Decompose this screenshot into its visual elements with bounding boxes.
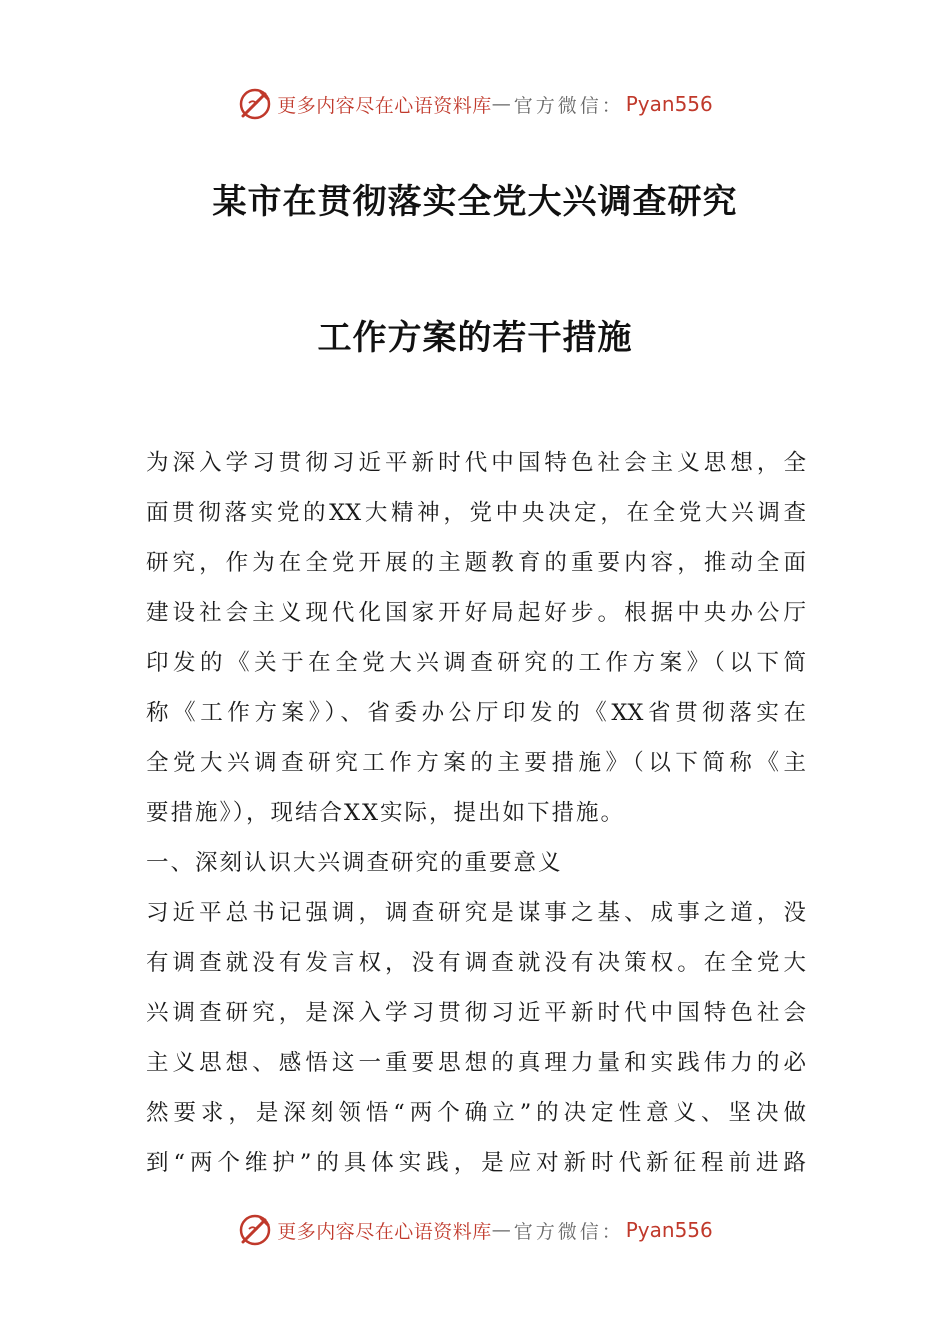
- body-line: 全党大兴调查研究工作方案的主要措施》（以下简称《主: [146, 750, 806, 776]
- banner-dash: —: [491, 93, 514, 115]
- header-banner: [0, 84, 950, 124]
- banner-main-text: 更多内容尽在心语资料库: [277, 94, 492, 117]
- body-line: 面贯彻落实党的XX大精神，党中央决定，在全党大兴调查: [146, 500, 806, 526]
- pen-circle-logo-icon: [237, 86, 273, 122]
- section-heading-1: 一、深刻认识大兴调查研究的重要意义: [146, 850, 563, 876]
- body-line: 建设社会主义现代化国家开好局起好步。根据中央办公厅: [146, 600, 806, 626]
- banner-dash: —: [491, 1219, 514, 1241]
- banner-main-text: 更多内容尽在心语资料库: [277, 1220, 492, 1243]
- pen-circle-logo-icon: [237, 1212, 273, 1248]
- body-line: 有调查就没有发言权，没有调查就没有决策权。在全党大: [146, 950, 806, 976]
- body-line: 研究，作为在全党开展的主题教育的重要内容，推动全面: [146, 550, 806, 576]
- document-title-line-1: 某市在贯彻落实全党大兴调查研究: [212, 182, 738, 222]
- body-line: 为深入学习贯彻习近平新时代中国特色社会主义思想，全: [146, 450, 806, 476]
- body-line: 习近平总书记强调，调查研究是谋事之基、成事之道，没: [146, 900, 806, 926]
- document-title-line-2: 工作方案的若干措施: [317, 318, 633, 358]
- body-line: 称《工作方案》）、省委办公厅印发的《XX省贯彻落实在: [146, 700, 806, 726]
- body-line: 到“两个维护”的具体实践，是应对新时代新征程前进路: [146, 1150, 806, 1176]
- banner-account-id: Pyan556: [625, 1218, 713, 1242]
- banner-official-text: 官方微信：: [513, 1220, 624, 1243]
- banner-official-text: 官方微信：: [513, 94, 624, 117]
- footer-banner: [0, 1210, 950, 1250]
- body-line: 然要求，是深刻领悟“两个确立”的决定性意义、坚决做: [146, 1100, 806, 1126]
- banner-account-id: Pyan556: [625, 92, 713, 116]
- body-line: 印发的《关于在全党大兴调查研究的工作方案》（以下简: [146, 650, 806, 676]
- body-line: 主义思想、感悟这一重要思想的真理力量和实践伟力的必: [146, 1050, 806, 1076]
- body-line: 兴调查研究，是深入学习贯彻习近平新时代中国特色社会: [146, 1000, 806, 1026]
- body-line-last: 要措施》），现结合XX实际，提出如下措施。: [146, 800, 626, 826]
